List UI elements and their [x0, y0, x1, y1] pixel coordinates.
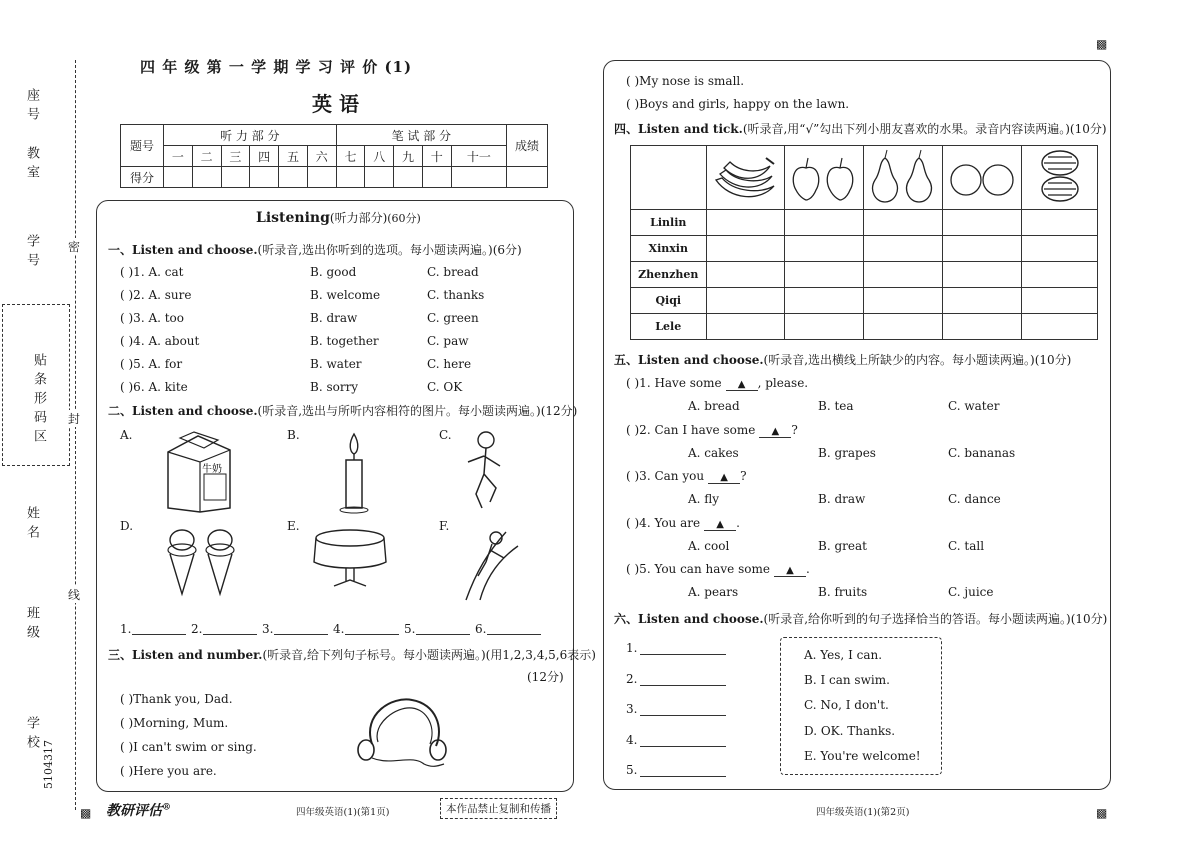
table-row	[631, 262, 1098, 288]
choice-option-b: B. grapes	[818, 445, 876, 460]
number-item: ( )Boys and girls, happy on the lawn.	[626, 97, 850, 111]
answer-number: 5.	[626, 763, 638, 777]
written-part-header: 笔 试 部 分	[336, 125, 506, 146]
answer-line[interactable]	[640, 746, 726, 747]
question-text-end: .	[736, 515, 740, 530]
ice-cream-icon	[162, 524, 242, 598]
question-number: 五	[279, 146, 308, 167]
question-text-end: .	[805, 562, 810, 576]
section4-title: 四、Listen and tick.	[614, 122, 743, 136]
listening-title-en: Listening	[256, 210, 330, 226]
answer-blank-line[interactable]	[345, 634, 399, 635]
choice-option-b: B. together	[310, 334, 379, 348]
corner-mark: ▩	[80, 806, 92, 820]
publisher-logo	[106, 800, 171, 820]
section3-instructions: (听录音,给下列句子标号。每小题读两遍。)(用1,2,3,4,5,6表示)	[262, 648, 596, 662]
child-name: Xinxin	[631, 236, 707, 262]
tick-cell[interactable]	[785, 210, 864, 236]
score-cell[interactable]	[250, 167, 279, 188]
child-name: Lele	[631, 314, 707, 340]
question-text: ( )3. Can you	[626, 469, 705, 483]
publisher-logo-text: 教研评估	[106, 803, 162, 819]
answer-blank-number: 4.	[333, 622, 345, 636]
binding-line	[75, 60, 76, 810]
corner-mark: ▩	[1096, 806, 1108, 820]
orange-icon	[946, 150, 1018, 202]
choice-option-c: C. tall	[948, 538, 985, 553]
answer-option: A. Yes, I can.	[804, 648, 883, 662]
choice-option-a: A. fly	[688, 492, 720, 506]
choice-option-b: B. tea	[818, 399, 854, 413]
tick-cell[interactable]	[706, 288, 785, 314]
question-number: 二	[192, 146, 221, 167]
blank-marker[interactable]: ▲	[708, 472, 740, 484]
fruit-tick-table	[630, 145, 1098, 340]
blank-marker[interactable]: ▲	[774, 565, 806, 577]
tick-cell[interactable]	[706, 262, 785, 288]
barcode-area	[2, 304, 70, 466]
section5-instructions: (听录音,选出横线上所缺少的内容。每小题读两遍。)(10分)	[763, 353, 1072, 367]
tick-cell[interactable]	[864, 210, 943, 236]
section1-heading	[108, 241, 522, 258]
gap-fill-question	[626, 376, 808, 391]
headphones-icon	[352, 694, 452, 770]
choice-option-a: A. bread	[688, 399, 740, 413]
banana-icon	[710, 150, 780, 202]
choice-option-a: A. pears	[688, 585, 739, 599]
child-name: Qiqi	[631, 288, 707, 314]
score-cell[interactable]	[451, 167, 506, 188]
tick-cell[interactable]	[943, 236, 1022, 262]
section2-title: 二、Listen and choose.	[108, 404, 258, 418]
answer-line[interactable]	[640, 654, 726, 655]
candle-icon	[334, 430, 374, 514]
seal-char: 线	[68, 588, 81, 602]
choice-question-option-a: ( )2. A. sure	[120, 288, 192, 302]
choice-question-option-a: ( )1. A. cat	[120, 265, 184, 279]
blank-marker[interactable]: ▲	[704, 519, 736, 531]
exam-title: 四 年 级 第 一 学 期 学 习 评 价 (1)	[140, 58, 413, 76]
blank-marker[interactable]: ▲	[726, 379, 758, 391]
question-number: 四	[250, 146, 279, 167]
answer-blank-number: 5.	[404, 622, 416, 636]
listening-points: (60分)	[387, 212, 421, 225]
choice-option-c: C. green	[427, 311, 479, 325]
answer-option: D. OK. Thanks.	[804, 723, 896, 738]
tick-cell[interactable]	[943, 314, 1022, 340]
child-name: Linlin	[631, 210, 707, 236]
blank-marker[interactable]: ▲	[759, 426, 791, 438]
answer-blank-line[interactable]	[132, 634, 186, 635]
tick-cell[interactable]	[1022, 314, 1098, 340]
number-item: ( )My nose is small.	[626, 74, 745, 88]
question-text: ( )4. You are	[626, 515, 701, 530]
section4-instructions: (听录音,用“√”勾出下列小朋友喜欢的水果。录音内容读两遍。)(10分)	[742, 122, 1107, 136]
score-cell[interactable]	[307, 167, 336, 188]
exam-code: 5104317	[42, 740, 55, 789]
seat-number-label: 座号	[24, 88, 39, 126]
copyright-notice: 本作品禁止复制和传播	[440, 798, 557, 819]
choice-option-b: B. good	[310, 265, 357, 279]
barcode-area-label: 贴条形码区	[31, 353, 46, 448]
section1-title: 一、Listen and choose.	[108, 243, 258, 257]
choice-question-option-a: ( )6. A. kite	[120, 380, 188, 394]
section6-heading	[614, 610, 1107, 627]
choice-option-c: C. bananas	[948, 445, 1016, 460]
choice-option-b: B. draw	[818, 492, 866, 506]
gap-fill-question	[626, 516, 740, 531]
answer-number: 1.	[626, 641, 638, 655]
corner-cell	[631, 146, 707, 210]
answer-line[interactable]	[640, 776, 726, 777]
tick-cell[interactable]	[864, 314, 943, 340]
score-table-header: 题号	[121, 125, 164, 167]
number-item: ( )Morning, Mum.	[120, 716, 229, 730]
choice-option-b: B. great	[818, 538, 867, 553]
choice-option-b: B. draw	[310, 311, 358, 325]
section6-instructions: (听录音,给你听到的句子选择恰当的答语。每小题读两遍。)(10分)	[763, 612, 1108, 626]
choice-option-c: C. bread	[427, 265, 479, 279]
choice-option-c: C. paw	[427, 334, 469, 348]
section2-instructions: (听录音,选出与所听内容相符的图片。每小题读两遍。)(12分)	[257, 404, 578, 418]
tick-cell[interactable]	[706, 236, 785, 262]
answer-blank-number: 3.	[262, 622, 274, 636]
answer-number: 4.	[626, 732, 638, 747]
choice-question-option-a: ( )4. A. about	[120, 334, 200, 348]
question-number: 十一	[451, 146, 506, 167]
choice-option-c: C. thanks	[427, 288, 485, 302]
gap-fill-question	[626, 469, 747, 484]
answer-option: B. I can swim.	[804, 673, 890, 688]
fruit-header	[1022, 146, 1098, 210]
table-row	[631, 288, 1098, 314]
picture-label-b: B.	[287, 428, 300, 442]
table-row	[631, 236, 1098, 262]
question-number: 八	[365, 146, 394, 167]
gap-fill-question	[626, 423, 798, 438]
answer-blank-line[interactable]	[416, 634, 470, 635]
pear-icon	[867, 148, 939, 204]
jumping-boy-icon	[460, 428, 516, 516]
page-footer-1: 四年级英语(1)(第1页)	[296, 807, 390, 818]
answer-number: 2.	[626, 671, 638, 686]
tick-cell[interactable]	[785, 262, 864, 288]
tick-cell[interactable]	[785, 288, 864, 314]
choice-option-c: C. here	[427, 357, 472, 371]
section3-points: (12分)	[527, 670, 564, 684]
choice-question-option-a: ( )3. A. too	[120, 311, 185, 325]
milk-carton-icon	[160, 430, 236, 514]
tick-cell[interactable]	[943, 288, 1022, 314]
tick-cell[interactable]	[706, 314, 785, 340]
picture-label-f: F.	[439, 519, 450, 533]
subject-title: 英 语	[312, 92, 359, 116]
tick-cell[interactable]	[943, 210, 1022, 236]
page-footer-2: 四年级英语(1)(第2页)	[816, 807, 910, 818]
tick-cell[interactable]	[864, 262, 943, 288]
question-number: 十	[422, 146, 451, 167]
answer-number: 3.	[626, 702, 638, 716]
fruit-header	[706, 146, 785, 210]
tick-cell[interactable]	[1022, 288, 1098, 314]
answer-blank-line[interactable]	[274, 634, 328, 635]
choice-option-c: C. dance	[948, 492, 1001, 506]
picture-label-d: D.	[120, 519, 134, 533]
choice-option-a: A. cakes	[688, 445, 739, 460]
section5-title: 五、Listen and choose.	[614, 353, 764, 367]
question-number: 六	[307, 146, 336, 167]
answer-option: E. You're welcome!	[804, 748, 921, 763]
tick-cell[interactable]	[785, 314, 864, 340]
choice-option-c: C. juice	[948, 585, 994, 599]
score-cell[interactable]	[279, 167, 308, 188]
answer-blank-line[interactable]	[203, 634, 257, 635]
table-row	[631, 314, 1098, 340]
score-cell[interactable]	[422, 167, 451, 188]
classroom-label: 教室	[24, 146, 39, 184]
question-number: 九	[394, 146, 423, 167]
question-number: 七	[336, 146, 365, 167]
question-text: ( )1. Have some	[626, 376, 722, 390]
number-item: ( )Here you are.	[120, 764, 217, 778]
choice-option-c: C. water	[948, 399, 1000, 413]
section4-heading	[614, 120, 1107, 137]
name-label: 姓名	[24, 506, 39, 544]
question-text-end: ?	[791, 422, 798, 437]
listening-part-header: 听 力 部 分	[164, 125, 337, 146]
tick-cell[interactable]	[1022, 210, 1098, 236]
answer-blank-number: 6.	[475, 622, 487, 636]
score-cell[interactable]	[365, 167, 394, 188]
fruit-header	[864, 146, 943, 210]
answer-option: C. No, I don't.	[804, 698, 889, 713]
score-cell[interactable]	[336, 167, 365, 188]
section3-heading	[108, 646, 596, 663]
answer-blank-number: 1.	[120, 622, 132, 636]
question-text: ( )5. You can have some	[626, 562, 770, 576]
choice-option-b: B. fruits	[818, 585, 868, 599]
choice-option-b: B. water	[310, 357, 362, 371]
section5-heading	[614, 351, 1071, 368]
tick-cell[interactable]	[1022, 262, 1098, 288]
table-row	[631, 210, 1098, 236]
monkey-tree-icon	[456, 522, 526, 602]
milk-carton-text: 牛奶	[202, 464, 222, 475]
picture-label-c: C.	[439, 428, 452, 442]
total-header: 成绩	[507, 125, 548, 167]
question-text-end: ?	[740, 469, 747, 483]
score-cell[interactable]	[394, 167, 423, 188]
choice-option-a: A. cool	[688, 538, 730, 553]
number-item: ( )Thank you, Dad.	[120, 692, 233, 706]
registered-mark: ®	[162, 802, 171, 813]
tick-cell[interactable]	[943, 262, 1022, 288]
section1-instructions: (听录音,选出你听到的选项。每小题读两遍。)(6分)	[257, 243, 522, 257]
score-cell[interactable]	[507, 167, 548, 188]
round-table-icon	[310, 528, 390, 592]
score-row-label: 得分	[121, 167, 164, 188]
score-cell[interactable]	[164, 167, 193, 188]
choice-option-b: B. sorry	[310, 380, 359, 394]
tick-cell[interactable]	[864, 236, 943, 262]
listening-title-cn: (听力部分)	[329, 211, 388, 225]
question-number: 一	[164, 146, 193, 167]
choice-option-c: C. OK	[427, 380, 463, 394]
picture-label-a: A.	[120, 428, 133, 442]
section2-heading	[108, 402, 577, 419]
corner-mark: ▩	[1096, 37, 1108, 51]
score-cell[interactable]	[192, 167, 221, 188]
question-text-end: , please.	[757, 376, 809, 390]
section3-title: 三、Listen and number.	[108, 648, 263, 662]
score-cell[interactable]	[221, 167, 250, 188]
section6-title: 六、Listen and choose.	[614, 612, 764, 626]
seal-char: 封	[68, 412, 81, 426]
listening-title	[256, 209, 421, 226]
choice-option-b: B. welcome	[310, 288, 381, 302]
question-number: 三	[221, 146, 250, 167]
fruit-header	[785, 146, 864, 210]
tick-cell[interactable]	[785, 236, 864, 262]
tick-cell[interactable]	[706, 210, 785, 236]
answer-blank-line[interactable]	[487, 634, 541, 635]
score-table	[120, 124, 548, 188]
choice-question-option-a: ( )5. A. for	[120, 357, 183, 371]
gap-fill-question	[626, 562, 810, 577]
class-label: 班级	[24, 606, 39, 644]
school-label: 学校	[24, 716, 39, 754]
watermelon-icon	[1030, 147, 1090, 205]
student-number-label: 学号	[24, 234, 39, 272]
question-text: ( )2. Can I have some	[626, 422, 756, 437]
tick-cell[interactable]	[1022, 236, 1098, 262]
answer-blank-number: 2.	[191, 622, 203, 636]
number-item: ( )I can't swim or sing.	[120, 740, 257, 754]
answer-line[interactable]	[640, 715, 726, 716]
fruit-header	[943, 146, 1022, 210]
child-name: Zhenzhen	[631, 262, 707, 288]
tick-cell[interactable]	[864, 288, 943, 314]
picture-label-e: E.	[287, 519, 300, 533]
apple-icon	[788, 150, 860, 202]
seal-char: 密	[68, 240, 81, 254]
answer-line[interactable]	[640, 685, 726, 686]
